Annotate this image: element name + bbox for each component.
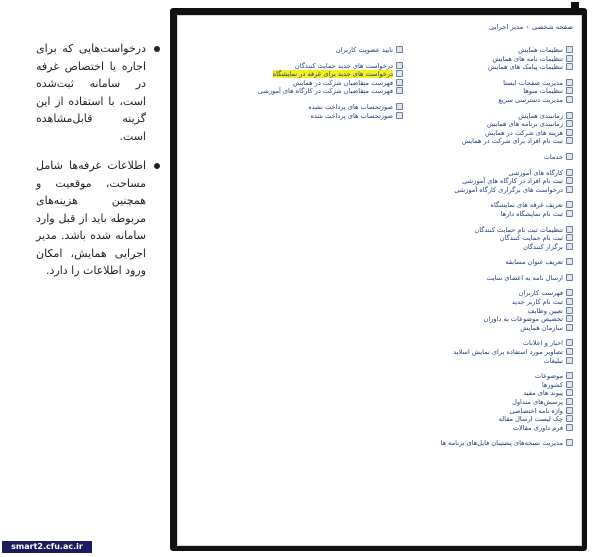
menu-bullet-icon	[566, 407, 573, 414]
menu-bullet-icon	[566, 55, 573, 62]
menu-bullet-icon	[566, 120, 573, 127]
menu-link-label: ثبت نام نمایشگاه دارها	[500, 209, 563, 218]
menu-spacer	[423, 219, 573, 226]
menu-link[interactable]	[423, 226, 573, 235]
menu-link[interactable]	[423, 129, 573, 138]
bullet-item: درخواست‌هایی که برای اجاره یا اختصاص غرفه در سامانه ثبت‌شده است، با استفاده از این گزینه قابل‌مشاهده است.	[36, 40, 146, 145]
bullet-item: اطلاعات غرفه‌ها شامل مساحت، موقعیت و همچنین هزینه‌های مربوطه باید از قبل وارد سامانه شده باشد. مدیر اجرایی همایش، امکان ورود اطلاعات را دارد.	[36, 157, 146, 280]
menu-link-label: خدمات	[543, 152, 563, 161]
menu-link[interactable]	[423, 315, 573, 324]
menu-link-label: تصاویر مورد استفاده برای نمایش اسلاید	[453, 348, 563, 357]
site-watermark: smart2.cfu.ac.ir	[2, 541, 92, 553]
menu-spacer	[423, 105, 573, 112]
menu-bullet-icon	[566, 381, 573, 388]
menu-link[interactable]	[423, 339, 573, 348]
menu-link[interactable]	[423, 201, 573, 210]
menu-bullet-icon	[566, 389, 573, 396]
menu-link[interactable]	[423, 55, 573, 64]
menu-link-label: مدیریت نسخه‌های پشتیبان فایل‌های برنامه ها	[440, 439, 563, 448]
breadcrumb-separator-icon: ›	[526, 23, 529, 31]
menu-bullet-icon	[566, 274, 573, 281]
menu-link[interactable]	[423, 407, 573, 416]
menu-link-label: درخواست های جدید حمایت کنندگان	[294, 61, 393, 70]
menu-link[interactable]	[423, 79, 573, 88]
menu-link[interactable]	[423, 153, 573, 162]
menu-bullet-icon	[566, 307, 573, 314]
menu-link-label: ثبت نام کاربر جدید	[511, 298, 563, 307]
menu-link[interactable]	[423, 137, 573, 146]
menu-link-label: تخصیص موضوعات به داوران	[483, 315, 563, 324]
menu-bullet-icon	[566, 87, 573, 94]
menu-link-label: پیوند های مفید	[523, 389, 563, 398]
menu-link[interactable]	[193, 62, 403, 71]
menu-link[interactable]	[423, 186, 573, 195]
menu-link-label: صورتحساب های پرداخت شده	[310, 111, 393, 120]
menu-link-label: موضوعات	[534, 372, 563, 381]
menu-link[interactable]	[193, 87, 403, 96]
menu-bullet-icon	[566, 243, 573, 250]
menu-link[interactable]	[423, 234, 573, 243]
menu-link-label: فهرست کاربران	[518, 289, 563, 298]
menu-link-label: درخواست های برگزاری کارگاه آموزشی	[454, 185, 563, 194]
menu-link[interactable]	[423, 177, 573, 186]
menu-bullet-icon	[566, 398, 573, 405]
menu-link[interactable]	[423, 112, 573, 121]
menu-link[interactable]	[423, 324, 573, 333]
menu-link-label: هزینه های شرکت در همایش	[485, 128, 563, 137]
description-bullets	[36, 40, 146, 292]
menu-bullet-icon	[566, 79, 573, 86]
menu-bullet-icon	[396, 46, 403, 53]
menu-link-label: برگزار کنندگان	[523, 242, 563, 251]
menu-bullet-icon	[566, 348, 573, 355]
menu-link[interactable]	[423, 424, 573, 433]
menu-bullet-icon	[566, 169, 573, 176]
menu-link-label: کشورها	[541, 380, 563, 389]
menu-bullet-icon	[566, 129, 573, 136]
menu-link[interactable]	[423, 46, 573, 55]
menu-link-label: ثبت نام افراد در کارگاه های آموزشی	[462, 177, 563, 186]
menu-bullet-icon	[566, 298, 573, 305]
menu-link-label: اخبار و اعلانات	[522, 339, 563, 348]
menu-bullet-icon	[566, 258, 573, 265]
menu-bullet-icon	[566, 186, 573, 193]
menu-link-label: واژه نامه اختصاصی	[509, 406, 563, 415]
menu-link[interactable]	[193, 70, 403, 79]
menu-link-label: ارسال نامه به اعضای سایت	[486, 273, 563, 282]
menu-link[interactable]	[423, 289, 573, 298]
menu-link[interactable]	[423, 298, 573, 307]
menu-link[interactable]	[423, 372, 573, 381]
menu-bullet-icon	[566, 324, 573, 331]
menu-bullet-icon	[566, 153, 573, 160]
menu-link-label: چک لیست ارسال مقاله	[498, 415, 563, 424]
breadcrumb-home[interactable]: صفحه شخصی	[531, 23, 573, 31]
menu-link[interactable]	[423, 439, 573, 448]
menu-link[interactable]	[423, 398, 573, 407]
menu-link[interactable]	[193, 46, 403, 55]
menu-link[interactable]	[423, 210, 573, 219]
menu-link[interactable]	[423, 120, 573, 129]
menu-spacer	[423, 194, 573, 201]
menu-link[interactable]	[423, 169, 573, 178]
admin-panel	[177, 15, 582, 546]
menu-link[interactable]	[423, 87, 573, 96]
menu-link[interactable]	[193, 103, 403, 112]
menu-link[interactable]	[423, 243, 573, 252]
menu-link-label: تنظیمات پیامک های همایش	[488, 63, 563, 72]
menu-link-label: زمانبندی برنامه های همایش	[486, 120, 563, 129]
menu-bullet-icon	[566, 210, 573, 217]
menu-bullet-icon	[566, 96, 573, 103]
menu-link[interactable]	[423, 357, 573, 366]
menu-link-label: ثبت نام حمایت کنندگان	[499, 234, 563, 243]
menu-link-label: مدیریت صفحات ایستا	[503, 78, 563, 87]
menu-link-label: درخواست های جدید برای غرفه در نمایشگاه	[272, 70, 393, 79]
menu-spacer	[423, 432, 573, 439]
menu-spacer	[423, 332, 573, 339]
menu-bullet-icon	[566, 415, 573, 422]
menu-link[interactable]	[423, 274, 573, 283]
menu-link-label: ثبت نام افراد برای شرکت در همایش	[461, 137, 563, 146]
menu-bullet-icon	[566, 226, 573, 233]
breadcrumb-current: مدیر اجرایی	[488, 23, 524, 31]
menu-bullet-icon	[566, 137, 573, 144]
screenshot-frame	[170, 8, 587, 551]
menu-link[interactable]	[423, 258, 573, 267]
menu-link-label: تبلیغات	[543, 356, 563, 365]
menu-link[interactable]	[193, 112, 403, 121]
menu-link-label: سازمان همایش	[520, 323, 563, 332]
menu-link[interactable]	[423, 389, 573, 398]
menu-link-label: تعریف عنوان مسابقه	[505, 258, 563, 267]
menu-bullet-icon	[566, 315, 573, 322]
menu-link-label: فرم داوری مقالات	[512, 423, 563, 432]
menu-link-label: تنظیمات ثبت نام حمایت کنندگان	[474, 225, 563, 234]
menu-link-label: زمانبندی همایش	[518, 111, 563, 120]
menu-spacer	[423, 162, 573, 169]
menu-spacer	[423, 72, 573, 79]
side-menu	[193, 46, 403, 120]
menu-bullet-icon	[396, 112, 403, 119]
menu-spacer	[423, 146, 573, 153]
menu-bullet-icon	[396, 87, 403, 94]
breadcrumb	[489, 23, 573, 31]
menu-bullet-icon	[566, 424, 573, 431]
menu-bullet-icon	[566, 372, 573, 379]
menu-link-label: پرسش‌های متداول	[512, 398, 563, 406]
menu-link-label: صورتحساب های پرداخت نشده	[308, 102, 393, 111]
menu-bullet-icon	[396, 79, 403, 86]
menu-bullet-icon	[396, 62, 403, 69]
menu-link-label: تعیین وظایف	[527, 306, 563, 315]
menu-link-label: کارگاه های آموزشی	[508, 168, 563, 177]
menu-bullet-icon	[566, 201, 573, 208]
menu-link[interactable]	[423, 415, 573, 424]
menu-link-label: فهرست متقاضیان شرکت در همایش	[293, 78, 393, 87]
menu-bullet-icon	[566, 439, 573, 446]
menu-link[interactable]	[423, 348, 573, 357]
menu-link-label: تنظیمات نامه های همایش	[492, 54, 563, 63]
menu-link-label: مدیریت دسترسی سریع	[498, 95, 563, 104]
menu-bullet-icon	[566, 289, 573, 296]
menu-link-label: تایید عضویت کاربران	[335, 46, 393, 54]
menu-spacer	[423, 282, 573, 289]
menu-spacer	[193, 96, 403, 103]
menu-link-label: تعریف غرفه های نمایشگاه	[490, 201, 563, 210]
menu-spacer	[423, 267, 573, 274]
menu-bullet-icon	[566, 234, 573, 241]
menu-link[interactable]	[423, 307, 573, 316]
menu-bullet-icon	[566, 63, 573, 70]
menu-link[interactable]	[423, 63, 573, 72]
menu-spacer	[193, 55, 403, 62]
menu-bullet-icon	[566, 357, 573, 364]
menu-spacer	[423, 365, 573, 372]
menu-bullet-icon	[396, 103, 403, 110]
menu-link-label: تنظیمات همایش	[518, 46, 563, 54]
menu-spacer	[423, 251, 573, 258]
menu-link-label: فهرست متقاضیان شرکت در کارگاه های آموزشی	[257, 87, 393, 96]
menu-bullet-icon	[566, 177, 573, 184]
menu-link[interactable]	[423, 381, 573, 390]
menu-link[interactable]	[423, 96, 573, 105]
menu-bullet-icon	[396, 70, 403, 77]
frame-tab	[571, 2, 579, 10]
menu-bullet-icon	[566, 339, 573, 346]
menu-bullet-icon	[566, 46, 573, 53]
menu-bullet-icon	[566, 112, 573, 119]
main-menu	[423, 46, 573, 448]
menu-link-label: تنظیمات منوها	[523, 87, 563, 96]
